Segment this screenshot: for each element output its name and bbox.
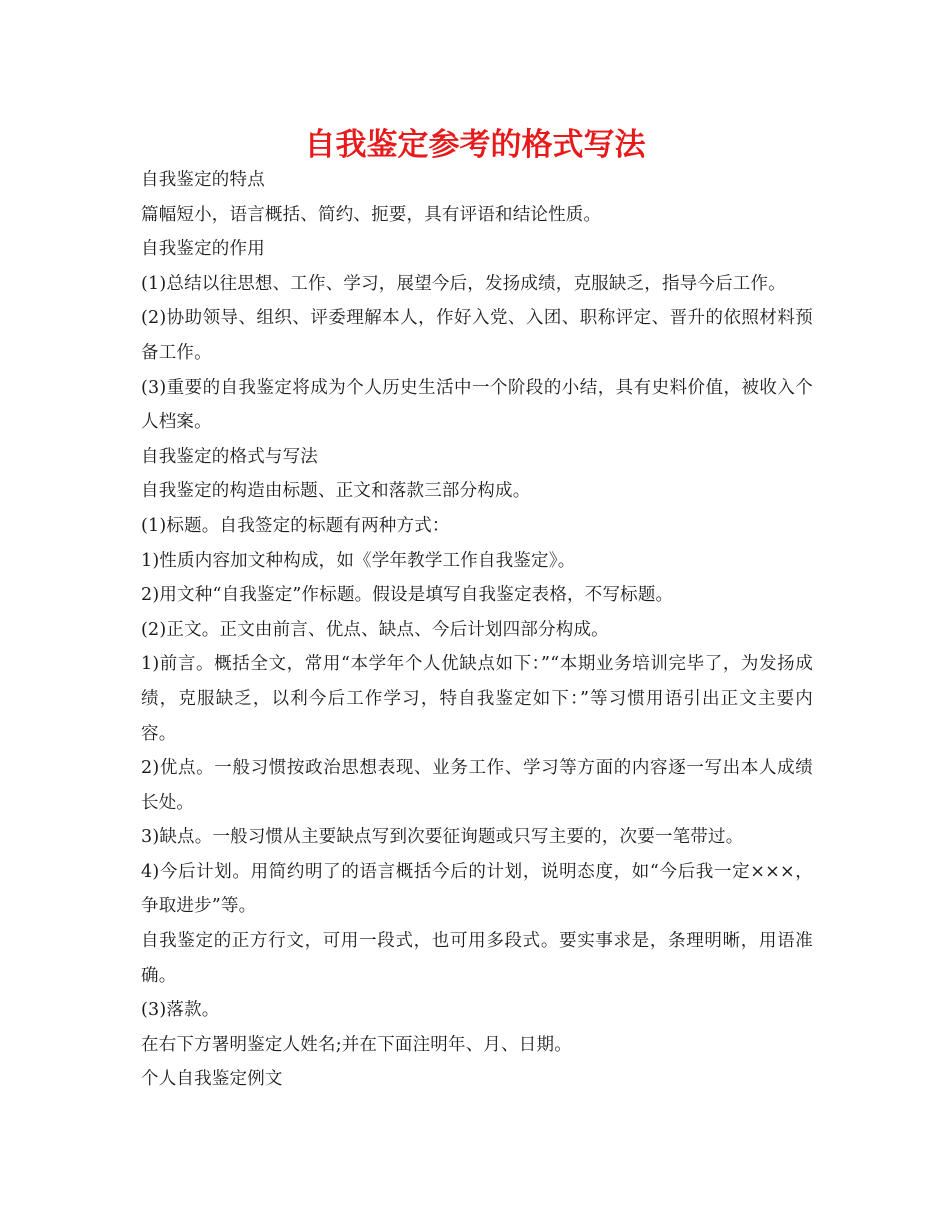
paragraph: 1)性质内容加文种构成，如《学年教学工作自我鉴定》。 — [141, 550, 576, 571]
paragraph: 自我鉴定的格式与写法 — [141, 446, 318, 467]
paragraph: 在右下方署明鉴定人姓名;并在下面注明年、月、日期。 — [141, 1034, 572, 1055]
paragraph: 2)优点。一般习惯按政治思想表现、业务工作、学习等方面的内容逐一写出本人成绩长处。 — [141, 758, 813, 813]
paragraph: (2)协助领导、组织、评委理解本人，作好入党、入团、职称评定、晋升的依照材料预备工作。 — [141, 308, 813, 363]
paragraph: 自我鉴定的正方行文，可用一段式，也可用多段式。要实事求是，条理明晰，用语准确。 — [141, 931, 813, 986]
paragraph: 3)缺点。一般习惯从主要缺点写到次要征询题或只写主要的，次要一笔带过。 — [141, 827, 744, 848]
paragraph: (2)正文。正文由前言、优点、缺点、今后计划四部分构成。 — [141, 619, 609, 640]
paragraph: 2)用文种“自我鉴定”作标题。假设是填写自我鉴定表格，不写标题。 — [141, 585, 674, 606]
paragraph: 篇幅短小，语言概括、简约、扼要，具有评语和结论性质。 — [141, 204, 602, 225]
paragraph: 4)今后计划。用简约明了的语言概括今后的计划，说明态度，如“今后我一定×××，争取进步”等。 — [141, 861, 813, 917]
paragraph: 自我鉴定的特点 — [141, 170, 265, 190]
paragraph: (3)重要的自我鉴定将成为个人历史生活中一个阶段的小结，具有史料价值，被收入个人档案。 — [141, 377, 813, 433]
document-title: 自我鉴定参考的格式写法 — [304, 127, 646, 163]
paragraph: 个人自我鉴定例文 — [141, 1069, 283, 1090]
paragraph: 自我鉴定的作用 — [141, 239, 265, 260]
paragraph: (1)标题。自我签定的标题有两种方式： — [141, 515, 450, 536]
paragraph: 自我鉴定的构造由标题、正文和落款三部分构成。 — [141, 481, 531, 502]
document-body — [141, 163, 813, 1097]
paragraph: (1)总结以往思想、工作、学习，展望今后，发扬成绩，克服缺乏，指导今后工作。 — [141, 273, 786, 294]
paragraph: (3)落款。 — [141, 1000, 220, 1021]
paragraph: 1)前言。概括全文，常用“本学年个人优缺点如下：”“本期业务培训完毕了，为发扬成绩，克服缺乏，以利今后工作学习，特自我鉴定如下：”等习惯用语引出正文主要内容。 — [141, 654, 813, 744]
